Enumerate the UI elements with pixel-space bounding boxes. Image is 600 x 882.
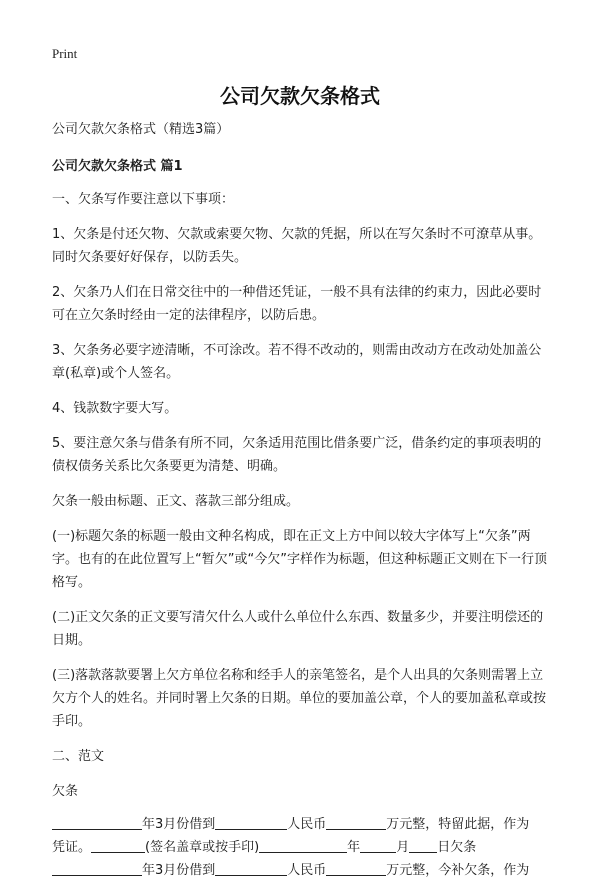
form-text: 日欠条 [437, 840, 477, 855]
print-link[interactable]: Print [52, 46, 78, 61]
form-line-1 [52, 813, 548, 836]
document-title: 公司欠款欠条格式 [220, 84, 380, 108]
paragraph-structure: 欠条一般由标题、正文、落款三部分组成。 [52, 494, 300, 509]
form-text: 凭证。 [52, 840, 92, 855]
paragraph-note-4: 4、钱款数字要大写。 [52, 401, 178, 416]
paragraph-note-1: 1、欠条是付还欠物、欠款或索要欠物、欠款的凭据，所以在写欠条时不可潦草从事。同时欠条要好好保存，以防丢失。 [52, 227, 542, 265]
form-text: (签名盖章或按手印) [145, 840, 260, 855]
blank-field [52, 861, 142, 876]
form-text: 月 [396, 840, 410, 855]
paragraph-body-part: (二)正文欠条的正文要写清欠什么人或什么单位什么东西、数量多少，并要注明偿还的日期。 [52, 610, 544, 648]
paragraph-title-part: (一)标题欠条的标题一般由文种名构成，即在正文上方中间以较大字体写上“欠条”两字。也有的在此位置写上“暂欠”或“今欠”字样作为标题，但这种标题正文则在下一行顶格写。 [52, 529, 547, 590]
paragraph-note-2: 2、欠条乃人们在日常交往中的一种借还凭证，一般不具有法律的约束力，因此必要时可在立欠条时经由一定的法律程序，以防后患。 [52, 285, 542, 323]
form-text: 万元整，特留此据，作为 [386, 817, 530, 832]
paragraph-note-5: 5、要注意欠条与借条有所不同，欠条适用范围比借条要广泛，借条约定的事项表明的债权债务关系比欠条要更为清楚、明确。 [52, 436, 542, 474]
form-text: 人民币 [287, 817, 327, 832]
form-text: 年3月份借到 [142, 817, 216, 832]
form-text: 人民币 [287, 863, 327, 878]
paragraph-notes-intro: 一、欠条写作要注意以下事项： [52, 192, 235, 207]
form-text: 年 [347, 840, 361, 855]
blank-field [360, 838, 396, 853]
blank-field [91, 838, 145, 853]
paragraph-signature-part: (三)落款落款要署上欠方单位名称和经手人的亲笔签名，是个人出具的欠条则需署上立欠方个人的姓名。并同时署上欠条的日期。单位的要加盖公章，个人的要加盖私章或按手印。 [52, 668, 547, 729]
paragraph-sample-heading: 二、范文 [52, 749, 105, 764]
form-line-3 [52, 859, 548, 882]
blank-field [259, 838, 347, 853]
paragraph-note-3: 3、欠条务必要字迹清晰，不可涂改。若不得不改动的，则需由改动方在改动处加盖公章(私章)或个人签名。 [52, 343, 542, 381]
document-body [52, 118, 548, 882]
blank-field [326, 861, 386, 876]
blank-field [215, 861, 287, 876]
form-text: 年3月份借到 [142, 863, 216, 878]
blank-field [409, 838, 437, 853]
section-heading: 公司欠款欠条格式 篇1 [52, 159, 183, 174]
document-subtitle: 公司欠款欠条格式（精选3篇） [52, 122, 230, 137]
form-text: 万元整，今补欠条，作为 [386, 863, 530, 878]
paragraph-sample-title: 欠条 [52, 784, 79, 799]
form-line-2 [52, 836, 548, 859]
